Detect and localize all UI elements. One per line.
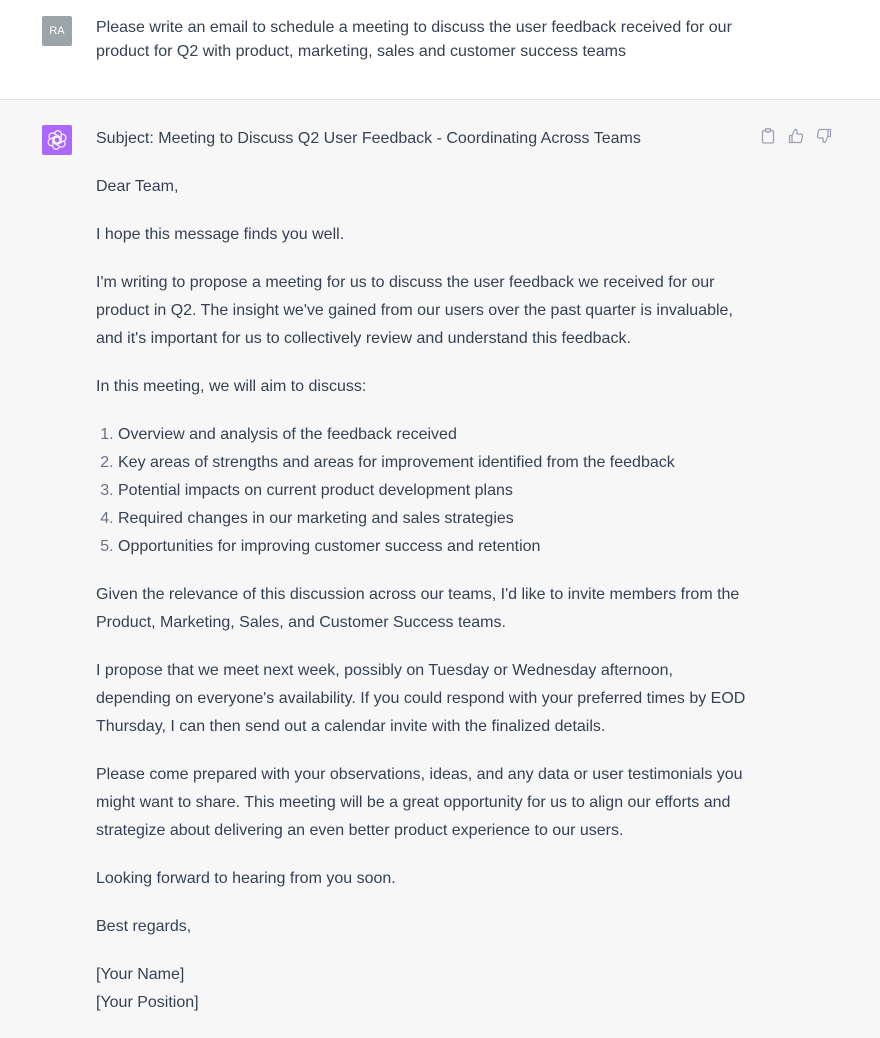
list-item: 4. Required changes in our marketing and sales strategies: [118, 505, 751, 533]
email-paragraph: Given the relevance of this discussion across our teams, I'd like to invite members from the Product, Marketing, Sales, and Customer Success teams.: [96, 586, 740, 631]
message-actions: [758, 126, 834, 146]
email-subject: Subject: Meeting to Discuss Q2 User Feedback - Coordinating Across Teams: [96, 130, 641, 147]
list-item: 2. Key areas of strengths and areas for improvement identified from the feedback: [118, 449, 751, 477]
user-prompt-text: Please write an email to schedule a meeting to discuss the user feedback received for our product for Q2 with product, marketing, sales and customer success teams: [96, 19, 732, 60]
email-paragraph: I propose that we meet next week, possibly on Tuesday or Wednesday afternoon, depending on everyone's availability. If you could respond with your preferred times by EOD Thursday, I can then send out a calendar invite with the finalized details.: [96, 662, 746, 735]
list-item: 3. Potential impacts on current product development plans: [118, 477, 751, 505]
email-paragraph: Please come prepared with your observations, ideas, and any data or user testimonials you might want to share. This meeting will be a great opportunity for us to align our efforts and strategize about delivering an even better product experience to our users.: [96, 766, 743, 839]
assistant-message: [0, 100, 880, 1038]
user-message: [0, 0, 880, 100]
signature-position: [Your Position]: [96, 994, 199, 1011]
list-item: 1. Overview and analysis of the feedback received: [118, 421, 751, 449]
email-paragraph: In this meeting, we will aim to discuss:: [96, 378, 367, 395]
email-paragraph: I hope this message finds you well.: [96, 226, 345, 243]
assistant-avatar: [42, 125, 72, 155]
user-avatar: RA: [42, 16, 72, 46]
list-item: 5. Opportunities for improving customer success and retention: [118, 533, 751, 561]
thumbs-up-button[interactable]: [786, 126, 806, 146]
email-greeting: Dear Team,: [96, 178, 179, 195]
thumbs-up-icon: [788, 128, 804, 144]
signature-name: [Your Name]: [96, 966, 185, 983]
email-paragraph: Looking forward to hearing from you soon.: [96, 870, 396, 887]
thumbs-down-icon: [816, 128, 832, 144]
copy-icon: [761, 128, 775, 144]
discussion-list: [96, 421, 751, 561]
copy-button[interactable]: [758, 126, 778, 146]
email-closing: Best regards,: [96, 918, 192, 935]
email-paragraph: I'm writing to propose a meeting for us to discuss the user feedback we received for our product in Q2. The insight we've gained from our users over the past quarter is invaluable, and it's important for us to collectively review and understand this feedback.: [96, 274, 733, 347]
thumbs-down-button[interactable]: [814, 126, 834, 146]
assistant-response: [96, 125, 751, 1017]
openai-logo-icon: [47, 130, 67, 150]
